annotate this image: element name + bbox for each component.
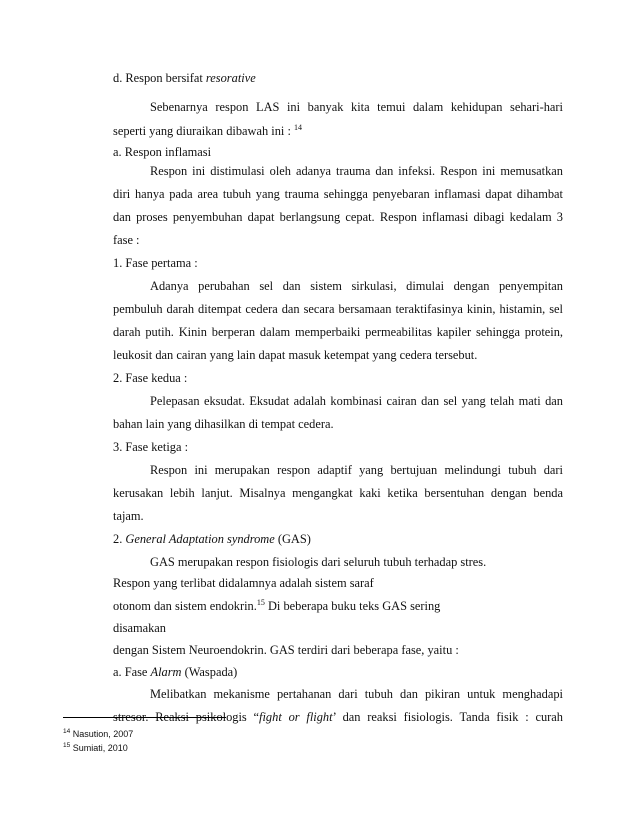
- footnote-ref: 14: [294, 122, 302, 132]
- paragraph-line: stresor. Reaksi psikologis “fight or flight’ dan reaksi fisiologis. Tanda fisik : curah: [113, 710, 563, 724]
- paragraph-line: Respon yang terlibat didalamnya adalah sistem saraf: [113, 576, 374, 590]
- footnote: $^{14}$ Nasution, 2007: [63, 728, 134, 739]
- paragraph-line: fase :: [113, 233, 140, 247]
- subheading-fase-alarm: a. Fase Alarm (Waspada): [113, 665, 238, 679]
- paragraph-line: diri hanya pada area tubuh yang trauma sehingga penyebaran inflamasi dapat dihambat: [113, 187, 563, 201]
- paragraph-line: Respon ini distimulasi oleh adanya trauma dan infeksi. Respon ini memusatkan: [150, 164, 563, 178]
- subheading-gas: 2. General Adaptation syndrome (GAS): [113, 532, 311, 546]
- paragraph-line: disamakan: [113, 621, 166, 635]
- paragraph-line: leukosit dan cairan yang lain dapat masuk ketempat yang cedera tersebut.: [113, 348, 478, 362]
- paragraph-line: Adanya perubahan sel dan sistem sirkulasi, dimulai dengan penyempitan: [150, 279, 563, 293]
- paragraph-line: pembuluh darah ditempat cedera dan secara bersamaan teraktifasinya kinin, histamin, sel: [113, 302, 563, 316]
- subheading-fase-3: 3. Fase ketiga :: [113, 440, 189, 454]
- paragraph-line: Pelepasan eksudat. Eksudat adalah kombinasi cairan dan sel yang telah mati dan: [150, 394, 563, 408]
- paragraph-line: dan proses penyembuhan dapat berlangsung cepat. Respon inflamasi dibagi kedalam 3: [113, 210, 563, 224]
- paragraph-line: Respon ini merupakan respon adaptif yang bertujuan melindungi tubuh dari: [150, 463, 563, 477]
- paragraph-line: tajam.: [113, 509, 144, 523]
- paragraph-line: Melibatkan mekanisme pertahanan dari tubuh dan pikiran untuk menghadapi: [150, 687, 563, 701]
- subheading-d: d. Respon bersifat resorative: [113, 71, 256, 85]
- footnote: $^{15}$ Sumiati, 2010: [63, 742, 128, 753]
- paragraph-line: darah putih. Kinin berperan dalam memperbaiki permeabilitas kapiler sehingga protein,: [113, 325, 563, 339]
- subheading-a: a. Respon inflamasi: [113, 145, 212, 159]
- subheading-fase-2: 2. Fase kedua :: [113, 371, 188, 385]
- paragraph-line: dengan Sistem Neuroendokrin. GAS terdiri dari beberapa fase, yaitu :: [113, 643, 459, 657]
- paragraph-line: bahan lain yang dihasilkan di tempat cedera.: [113, 417, 334, 431]
- paragraph-line: otonom dan sistem endokrin.$^{15}$ Di beberapa buku teks GAS sering: [113, 597, 441, 613]
- footnote-ref: 15: [256, 597, 265, 607]
- paragraph-line: seperti yang diuraikan dibawah ini : $^{14}$: [113, 122, 302, 138]
- paragraph-line: GAS merupakan respon fisiologis dari seluruh tubuh terhadap stres.: [150, 555, 487, 569]
- subheading-fase-1: 1. Fase pertama :: [113, 256, 198, 270]
- paragraph-line: Sebenarnya respon LAS ini banyak kita temui dalam kehidupan sehari-hari: [150, 100, 563, 114]
- footnote-divider: [63, 717, 226, 718]
- paragraph-line: kerusakan lebih lanjut. Misalnya mengangkat kaki ketika bersentuhan dengan benda: [113, 486, 563, 500]
